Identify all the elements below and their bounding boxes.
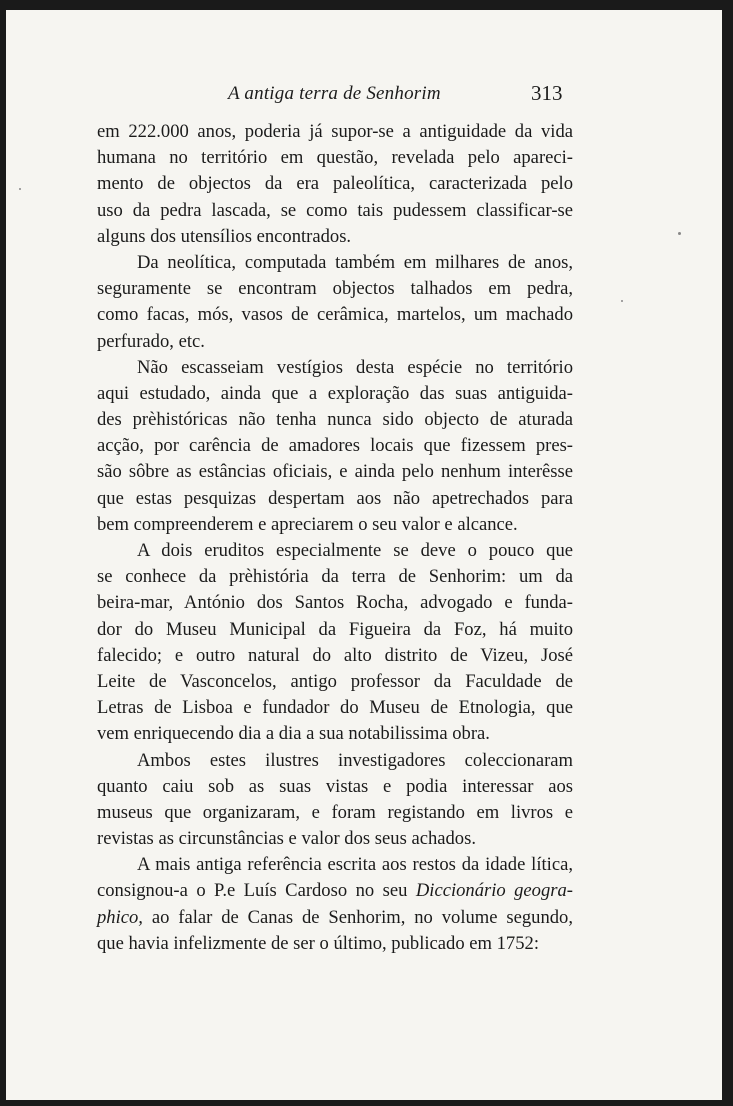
text-line: Leite de Vasconcelos, antigo professor da Faculdade de — [97, 670, 573, 692]
paragraph-5 — [97, 748, 573, 853]
text-line: Não escasseiam vestígios desta espécie no território — [137, 356, 573, 378]
text-line: revistas as circunstâncias e valor dos seus achados. — [97, 828, 476, 850]
text-line: mento de objectos da era paleolítica, caracterizada pelo — [97, 173, 573, 195]
text-line: que havia infelizmente de ser o último, publicado em 1752: — [97, 932, 539, 954]
text-line: são sôbre as estâncias oficiais, e ainda pelo nenhum interêsse — [97, 461, 573, 483]
text-line: que estas pesquizas despertam aos não apetrechados para — [97, 487, 573, 509]
page-number: 313 — [531, 81, 563, 105]
text-line: A mais antiga referência escrita aos restos da idade lítica, — [137, 854, 573, 876]
text-line: em 222.000 anos, poderia já supor-se a antiguidade da vida — [97, 121, 573, 142]
text-line: museus que organizaram, e foram registando em livros e — [97, 801, 573, 823]
text-line: acção, por carência de amadores locais que fizessem pres- — [97, 435, 573, 457]
text-line — [97, 878, 573, 904]
text-segment: consignou-a o P.e Luís Cardoso no seu — [97, 880, 416, 902]
text-line: falecido; e outro natural do alto distrito de Vizeu, José — [97, 644, 573, 666]
paragraph-1 — [97, 119, 573, 250]
text-line: bem compreenderem e apreciarem o seu valor e alcance. — [97, 513, 518, 535]
paragraph-6 — [97, 852, 573, 957]
paper-speck — [621, 300, 623, 302]
text-line: se conhece da prèhistória da terra de Senhorim: um da — [97, 566, 573, 588]
text-line — [97, 905, 573, 931]
text-line: A dois eruditos especialmente se deve o pouco que — [137, 540, 573, 561]
paper-speck — [678, 232, 681, 235]
text-line: aqui estudado, ainda que a exploração das suas antiguida- — [97, 382, 573, 404]
text-line: dor do Museu Municipal da Figueira da Foz, há muito — [97, 618, 573, 640]
text-line: Ambos estes ilustres investigadores coleccionaram — [137, 749, 573, 771]
text-line: vem enriquecendo dia a dia a sua notabilissima obra. — [97, 723, 490, 745]
text-segment: ao falar de Canas de Senhorim, no volume segundo, — [142, 906, 573, 928]
book-title-italic: Diccionário geogra- — [415, 880, 574, 902]
text-line: humana no território em questão, revelada pelo apareci- — [97, 147, 573, 169]
paragraph-3 — [97, 355, 573, 538]
book-title-italic: phico, — [97, 906, 143, 928]
text-line: alguns dos utensílios encontrados. — [97, 225, 352, 247]
book-page — [6, 10, 722, 1100]
text-line: seguramente se encontram objectos talhados em pedra, — [97, 278, 573, 300]
page-header — [6, 83, 722, 113]
paper-speck — [19, 188, 21, 190]
paragraph-4 — [97, 538, 573, 748]
text-line: Letras de Lisboa e fundador do Museu de Etnologia, que — [97, 697, 573, 719]
text-line: uso da pedra lascada, se como tais pudessem classificar-se — [97, 199, 573, 221]
text-line: Da neolítica, computada também em milhares de anos, — [137, 251, 573, 273]
text-line: perfurado, etc. — [97, 330, 205, 352]
paragraph-2 — [97, 250, 573, 355]
text-line: beira-mar, António dos Santos Rocha, advogado e funda- — [97, 592, 573, 614]
text-line: quanto caiu sob as suas vistas e podia interessar aos — [97, 775, 573, 797]
text-line: como facas, mós, vasos de cerâmica, martelos, um machado — [97, 304, 573, 326]
body-text — [97, 119, 573, 957]
text-line: des prèhistóricas não tenha nunca sido objecto de aturada — [97, 409, 573, 431]
running-title: A antiga terra de Senhorim — [228, 83, 441, 104]
